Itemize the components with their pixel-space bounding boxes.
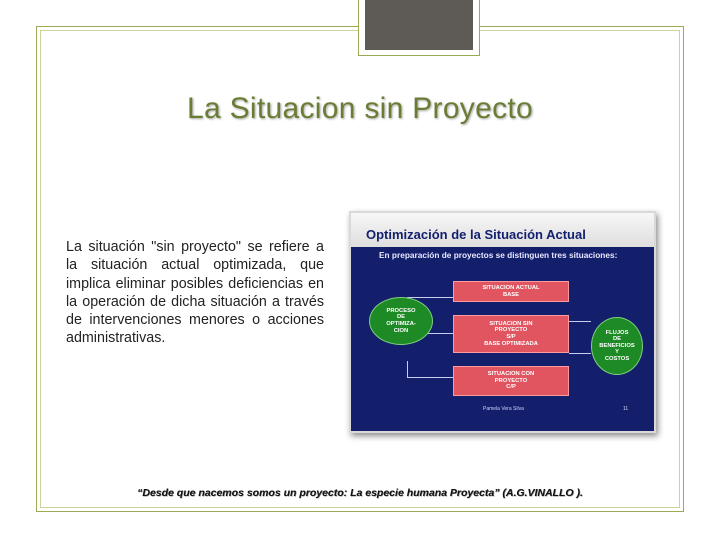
slide-footer-author: Pamela Vera Silva <box>483 406 524 412</box>
embedded-slide-image <box>349 211 656 433</box>
decorative-tab <box>365 0 473 50</box>
ellipse-line: Y <box>615 349 619 356</box>
connector-line <box>569 321 591 322</box>
connector-line <box>407 297 453 298</box>
box-line: PROYECTO <box>494 377 528 384</box>
quote-footer: “Desde que nacemos somos un proyecto: La especie humana Proyecta” (A.G.VINALLO ). <box>137 487 583 499</box>
ellipse-line: BENEFICIOS <box>599 342 635 349</box>
ellipse-line: COSTOS <box>604 355 630 362</box>
box-line: BASE <box>502 291 520 298</box>
box-line: PROYECTO <box>494 327 528 334</box>
slide-page-number: 11 <box>623 406 629 412</box>
connector-line <box>407 361 408 377</box>
box-without-project <box>453 315 569 353</box>
box-line: SITUACION ACTUAL <box>482 284 540 291</box>
box-line: SITUACION SIN <box>489 320 533 327</box>
benefits-costs-ellipse <box>591 317 643 375</box>
box-line: C/P <box>506 384 516 391</box>
slide-subtitle: En preparación de proyectos se distinguen tres situaciones: <box>379 250 618 260</box>
box-line: BASE OPTIMIZADA <box>484 340 538 347</box>
slide-title: Optimización de la Situación Actual <box>366 227 586 242</box>
connector-line <box>427 333 453 334</box>
ellipse-line: DE <box>396 314 406 321</box>
box-current-situation <box>453 281 569 302</box>
ellipse-line: DE <box>612 336 622 343</box>
page-title: La Situacion sin Proyecto <box>186 92 534 125</box>
box-line: S/P <box>506 334 516 340</box>
ellipse-line: FLUJOS <box>605 329 629 336</box>
ellipse-line: PROCESO <box>386 307 416 314</box>
ellipse-line: CION <box>393 327 409 334</box>
connector-line <box>569 353 591 354</box>
box-with-project <box>453 366 569 396</box>
box-line: SITUACION CON <box>487 371 535 378</box>
ellipse-line: OPTIMIZA- <box>386 321 416 327</box>
process-ellipse <box>369 297 433 345</box>
body-paragraph: La situación "sin proyecto" se refiere a la situación actual optimizada, que implica eliminar posibles deficiencias en la operación de dicha situación a través de intervenciones menores o acciones administrativas. <box>66 239 324 347</box>
connector-line <box>407 377 453 378</box>
